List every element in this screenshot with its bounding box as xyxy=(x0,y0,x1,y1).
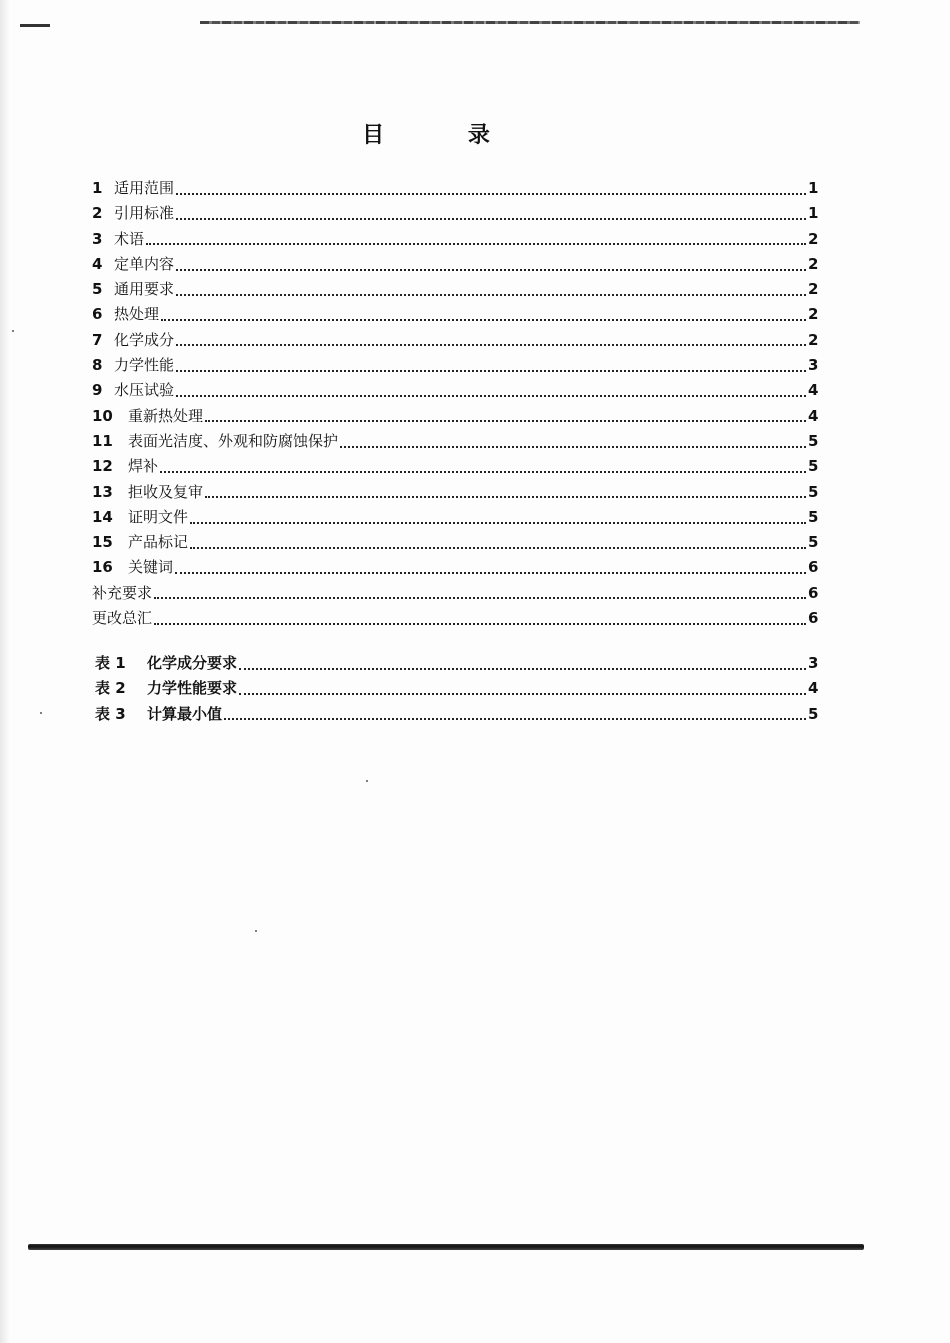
toc-entry-title: 水压试验 xyxy=(114,381,175,400)
dot-leader xyxy=(176,343,806,346)
dot-leader xyxy=(161,318,806,321)
toc-entry-number: 6 xyxy=(92,305,103,324)
dot-leader xyxy=(340,445,806,448)
toc-entry[interactable] xyxy=(92,252,818,277)
table-list-number: 表 3 xyxy=(95,704,126,723)
toc-entry-title: 力学性能 xyxy=(114,356,175,375)
dot-leader xyxy=(154,622,806,625)
table-of-contents xyxy=(92,176,818,631)
dot-leader xyxy=(176,394,806,397)
toc-entry-number: 15 xyxy=(92,533,113,552)
dot-leader xyxy=(176,217,806,220)
dot-leader xyxy=(176,268,806,271)
toc-entry[interactable] xyxy=(92,277,818,302)
toc-entry[interactable] xyxy=(92,404,818,429)
toc-entry-title: 关键词 xyxy=(128,558,174,577)
toc-entry-number: 7 xyxy=(92,330,103,349)
toc-entry-page: 5 xyxy=(808,431,819,450)
toc-entry-number: 4 xyxy=(92,254,103,273)
dot-leader xyxy=(176,192,806,195)
bottom-rule xyxy=(28,1244,864,1250)
toc-entry[interactable] xyxy=(92,454,818,479)
toc-entry-title: 拒收及复审 xyxy=(128,482,204,501)
toc-entry-title: 热处理 xyxy=(114,305,160,324)
table-list-entry[interactable] xyxy=(95,651,818,676)
toc-entry-number: 8 xyxy=(92,356,103,375)
toc-entry-title: 产品标记 xyxy=(128,533,189,552)
table-list-page: 3 xyxy=(808,654,819,672)
toc-entry-number: 16 xyxy=(92,558,113,577)
table-list-page: 5 xyxy=(808,704,819,723)
toc-entry-page: 5 xyxy=(808,507,819,526)
toc-entry[interactable] xyxy=(92,201,818,226)
table-list-entry[interactable] xyxy=(95,702,818,727)
table-list-number: 表 1 xyxy=(95,654,126,672)
toc-entry-title: 通用要求 xyxy=(114,280,175,299)
toc-entry-page: 4 xyxy=(808,406,819,425)
scan-edge-shadow xyxy=(0,0,10,1343)
toc-entry-title: 化学成分 xyxy=(114,330,175,349)
toc-entry-page: 2 xyxy=(808,330,819,349)
toc-entry-page: 5 xyxy=(808,457,819,476)
table-list-page: 4 xyxy=(808,679,819,698)
toc-entry-title: 定单内容 xyxy=(114,254,175,273)
dot-leader xyxy=(239,692,806,695)
table-list-title: 计算最小值 xyxy=(147,704,223,723)
table-list-title: 力学性能要求 xyxy=(147,679,238,698)
toc-entry-title: 适用范围 xyxy=(114,179,175,197)
toc-entry-page: 1 xyxy=(808,204,819,223)
toc-entry-title: 表面光洁度、外观和防腐蚀保护 xyxy=(128,431,339,450)
toc-entry[interactable] xyxy=(92,302,818,327)
scan-speck xyxy=(255,930,257,932)
dot-leader xyxy=(224,717,806,720)
toc-entry[interactable] xyxy=(92,328,818,353)
toc-entry-title: 术语 xyxy=(114,229,145,248)
scan-speck xyxy=(12,330,14,332)
scan-mark xyxy=(20,24,50,27)
toc-entry-page: 6 xyxy=(808,558,819,577)
dot-leader xyxy=(239,667,806,670)
dot-leader xyxy=(176,369,806,372)
table-list-title: 化学成分要求 xyxy=(147,654,238,672)
toc-entry-title: 重新热处理 xyxy=(128,406,204,425)
toc-entry[interactable] xyxy=(92,505,818,530)
toc-entry[interactable] xyxy=(92,429,818,454)
toc-entry-page: 2 xyxy=(808,305,819,324)
toc-entry-number: 11 xyxy=(92,431,113,450)
toc-entry-page: 1 xyxy=(808,179,819,197)
toc-entry-page: 5 xyxy=(808,482,819,501)
toc-entry-number: 10 xyxy=(92,406,113,425)
scan-speck xyxy=(40,712,42,714)
toc-entry[interactable] xyxy=(92,581,818,606)
toc-entry-page: 3 xyxy=(808,356,819,375)
toc-entry[interactable] xyxy=(92,176,818,201)
toc-entry-page: 2 xyxy=(808,229,819,248)
toc-entry-number: 12 xyxy=(92,457,113,476)
toc-entry-title: 更改总汇 xyxy=(92,609,153,628)
toc-entry-page: 6 xyxy=(808,583,819,602)
toc-entry-number: 1 xyxy=(92,179,103,197)
dot-leader xyxy=(175,571,806,574)
toc-entry-number: 3 xyxy=(92,229,103,248)
toc-entry-number: 9 xyxy=(92,381,103,400)
dot-leader xyxy=(160,470,806,473)
top-rule xyxy=(200,21,860,24)
toc-entry-page: 5 xyxy=(808,533,819,552)
toc-entry-page: 2 xyxy=(808,280,819,299)
toc-entry-number: 2 xyxy=(92,204,103,223)
toc-entry-title: 引用标准 xyxy=(114,204,175,223)
toc-entry[interactable] xyxy=(92,378,818,403)
toc-entry[interactable] xyxy=(92,555,818,580)
dot-leader xyxy=(146,242,806,245)
toc-entry-title: 证明文件 xyxy=(128,507,189,526)
dot-leader xyxy=(190,546,806,549)
dot-leader xyxy=(190,521,806,524)
dot-leader xyxy=(205,495,806,498)
dot-leader xyxy=(154,596,806,599)
toc-entry-page: 2 xyxy=(808,254,819,273)
toc-entry-title: 补充要求 xyxy=(92,583,153,602)
toc-entry[interactable] xyxy=(92,530,818,555)
page-title: 目 录 xyxy=(362,123,528,148)
scan-speck xyxy=(366,780,368,782)
toc-entry-number: 14 xyxy=(92,507,113,526)
dot-leader xyxy=(176,293,806,296)
toc-entry[interactable] xyxy=(92,227,818,252)
toc-entry-number: 13 xyxy=(92,482,113,501)
toc-entry-page: 6 xyxy=(808,609,819,628)
dot-leader xyxy=(205,419,806,422)
toc-entry-title: 焊补 xyxy=(128,457,159,476)
toc-entry[interactable] xyxy=(92,353,818,378)
toc-entry[interactable] xyxy=(92,480,818,505)
table-list-entry[interactable] xyxy=(95,676,818,701)
toc-entry-number: 5 xyxy=(92,280,103,299)
toc-entry[interactable] xyxy=(92,606,818,631)
toc-entry-page: 4 xyxy=(808,381,819,400)
list-of-tables xyxy=(95,651,818,727)
table-list-number: 表 2 xyxy=(95,679,126,698)
